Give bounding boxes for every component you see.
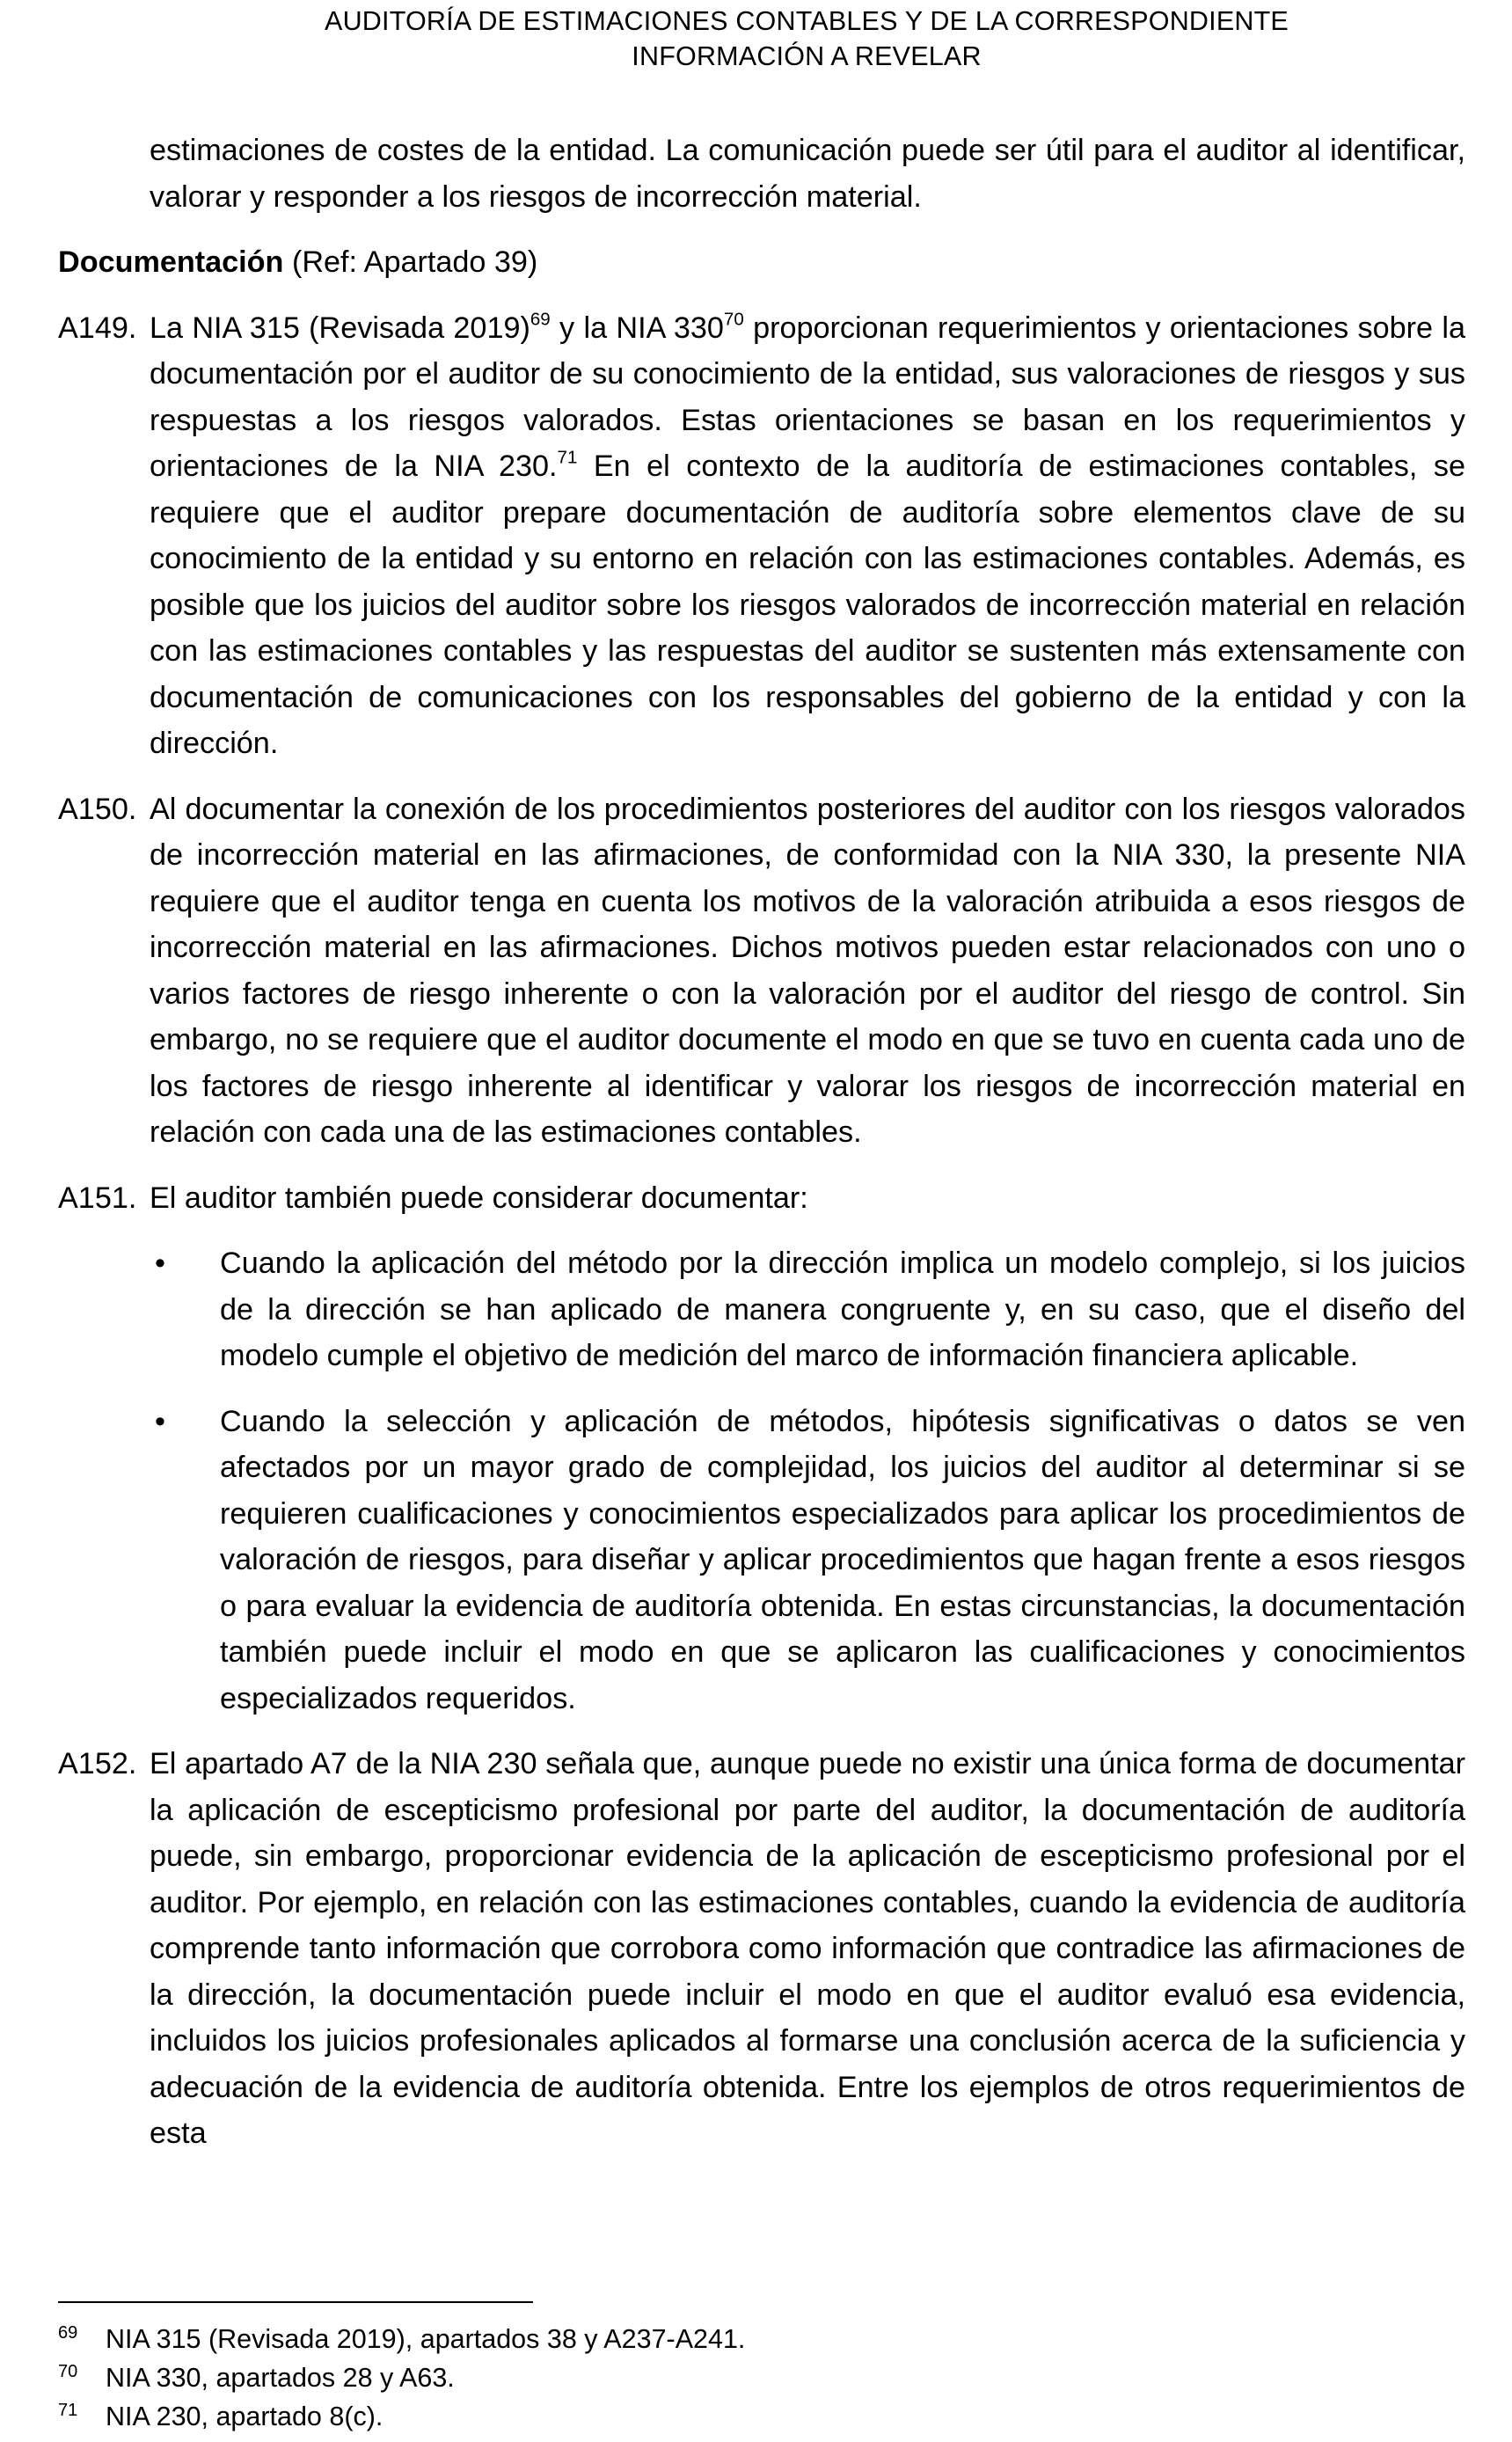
paragraph-number: A151. <box>58 1181 137 1215</box>
paragraph-a150 <box>58 786 1465 1156</box>
bullet-icon: • <box>155 1404 165 1438</box>
paragraph-text: El apartado A7 de la NIA 230 señala que, aunque puede no existir una única forma de documentar la aplicación de escepticismo profesional por parte del auditor, la documentación de auditoría puede, sin embargo, proporcionar evidencia de la aplicación de escepticismo profesional por el auditor. Por ejemplo, en relación con las estimaciones contables, cuando la evidencia de auditoría comprende tanto información que corrobora como información que contradice las afirmaciones de la dirección, la documentación puede incluir el modo en que el auditor evaluó esa evidencia, incluidos los juicios profesionales aplicados al formarse una conclusión acerca de la suficiencia y adecuación de la evidencia de auditoría obtenida. Entre los ejemplos de otros requerimientos de esta <box>150 1747 1465 2150</box>
footnote-text: NIA 315 (Revisada 2019), apartados 38 y A237-A241. <box>106 2324 746 2354</box>
footnote-number: 69 <box>58 2323 78 2343</box>
bullet-icon: • <box>155 1247 165 1280</box>
footnote-ref-69[interactable]: 69 <box>530 309 551 330</box>
paragraph-number: A152. <box>58 1747 137 1780</box>
paragraph-number: A149. <box>58 311 137 345</box>
paragraph-text: El auditor también puede considerar documentar: <box>150 1181 808 1215</box>
list-item-text: Cuando la selección y aplicación de métodos, hipótesis significativas o datos se ven afectados por un mayor grado de complejidad, los juicios del auditor al determinar si se requieren cualificaciones y conocimientos especializados para aplicar los procedimientos de valoración de riesgos, para diseñar y aplicar procedimientos que hagan frente a esos riesgos o para evaluar la evidencia de auditoría obtenida. En estas circunstancias, la documentación también puede incluir el modo en que se aplicaron las cualificaciones y conocimientos especializados requeridos. <box>220 1404 1465 1715</box>
footnote-70 <box>58 2358 1377 2397</box>
footnote-number: 70 <box>58 2362 78 2381</box>
intro-continuation: estimaciones de costes de la entidad. La comunicación puede ser útil para el auditor al identificar, valorar y responder a los riesgos de incorrección material. <box>150 134 1465 214</box>
running-header-line-1: AUDITORÍA DE ESTIMACIONES CONTABLES Y DE LA CORRESPONDIENTE <box>325 6 1289 36</box>
text-run: proporcionan requerimientos y orientaciones sobre la documentación por el auditor de su conocimiento de la entidad, sus valoraciones de riesgos y sus respuestas a los riesgos valorados. Estas orientaciones se basan en los requerimientos y orientaciones de la NIA 230. <box>150 311 1466 483</box>
paragraph-text: Al documentar la conexión de los procedimientos posteriores del auditor con los riesgos valorados de incorrección material en las afirmaciones, de conformidad con la NIA 330, la presente NIA requiere que el auditor tenga en cuenta los motivos de la valoración atribuida a esos riesgos de incorrección material en las afirmaciones. Dichos motivos pueden estar relacionados con uno o varios factores de riesgo inherente o con la valoración por el auditor del riesgo de control. Sin embargo, no se requiere que el auditor documente el modo en que se tuvo en cuenta cada uno de los factores de riesgo inherente al identificar y valorar los riesgos de incorrección material en relación con cada una de las estimaciones contables. <box>150 792 1465 1149</box>
running-header <box>0 4 1512 74</box>
paragraph-a149 <box>58 305 1465 767</box>
footnote-ref-70[interactable]: 70 <box>723 309 744 330</box>
list-item-text: Cuando la aplicación del método por la dirección implica un modelo complejo, si los juicios de la dirección se han aplicado de manera congruente y, en su caso, que el diseño del modelo cumple el objetivo de medición del marco de información financiera aplicable. <box>220 1247 1465 1372</box>
footnote-71 <box>58 2397 1377 2436</box>
footnote-text: NIA 230, apartado 8(c). <box>106 2402 383 2431</box>
section-ref: (Ref: Apartado 39) <box>283 245 538 279</box>
section-title: Documentación <box>58 245 284 279</box>
text-run: y la NIA 330 <box>550 311 724 345</box>
list-item <box>150 1240 1465 1379</box>
running-header-line-2: INFORMACIÓN A REVELAR <box>632 41 982 71</box>
page-body <box>58 128 1465 2176</box>
bullet-list <box>150 1240 1465 1722</box>
paragraph-a152 <box>58 1741 1465 2157</box>
footnote-ref-71[interactable]: 71 <box>557 447 578 468</box>
section-heading <box>58 239 1465 286</box>
list-item <box>150 1399 1465 1722</box>
paragraph-text <box>150 305 1465 767</box>
footnotes <box>58 2320 1377 2436</box>
paragraph-number: A150. <box>58 792 137 826</box>
paragraph-a151 <box>58 1175 1465 1222</box>
footnote-number: 71 <box>58 2401 78 2420</box>
text-run: La NIA 315 (Revisada 2019) <box>150 311 530 345</box>
footnote-69 <box>58 2320 1377 2358</box>
text-run: En el contexto de la auditoría de estimaciones contables, se requiere que el auditor prepare documentación de auditoría sobre elementos clave de su conocimiento de la entidad y su entorno en relación con las estimaciones contables. Además, es posible que los juicios del auditor sobre los riesgos valorados de incorrección material en relación con las estimaciones contables y las respuestas del auditor se sustenten más extensamente con documentación de comunicaciones con los responsables del gobierno de la entidad y con la dirección. <box>150 450 1465 760</box>
footnote-separator <box>58 2301 533 2303</box>
footnote-text: NIA 330, apartados 28 y A63. <box>106 2363 455 2393</box>
